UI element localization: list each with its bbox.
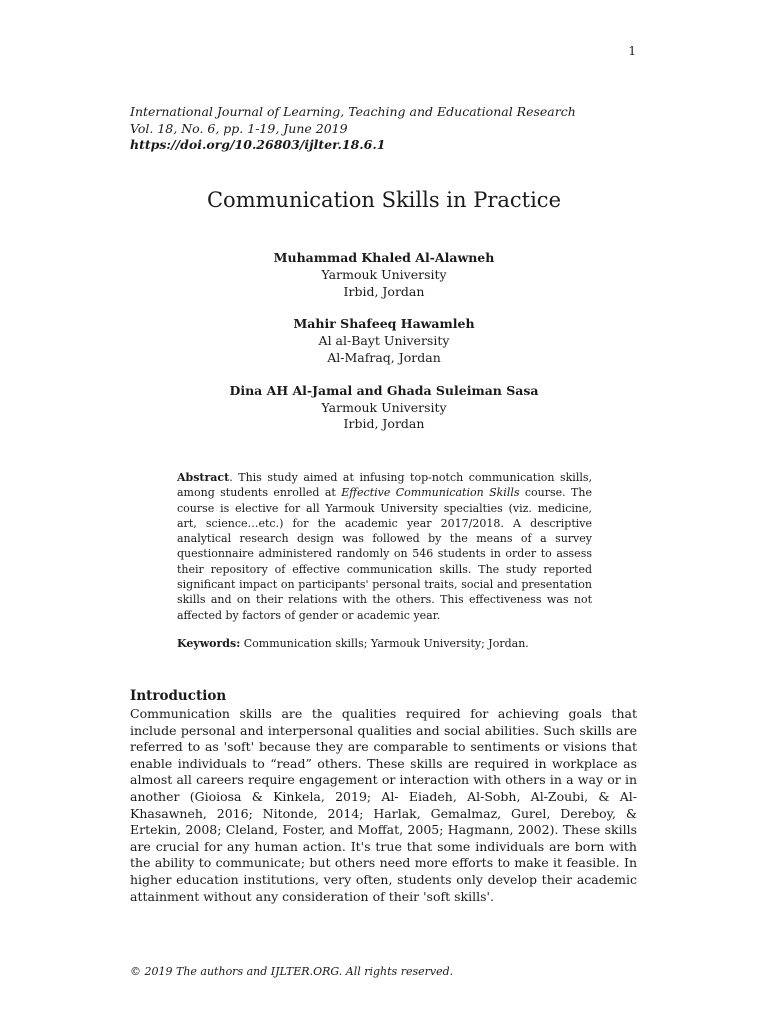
- author-list: [0, 250, 768, 449]
- author-location: Al-Mafraq, Jordan: [327, 349, 441, 365]
- page-number: 1: [628, 44, 636, 58]
- keywords-text: Communication skills; Yarmouk University; Jordan.: [240, 637, 529, 650]
- abstract-label: Abstract: [177, 471, 230, 484]
- author-name: Dina AH Al-Jamal and Ghada Suleiman Sasa: [229, 382, 539, 398]
- abstract-text: . This study aimed at infusing top-notch communication skills, among students enrolled at: [177, 471, 592, 500]
- abstract-course-name: Effective Communication Skills: [341, 486, 520, 500]
- author-affiliation: Yarmouk University: [321, 399, 447, 415]
- keywords-label: Keywords:: [177, 637, 241, 650]
- paper-title: Communication Skills in Practice: [206, 188, 561, 212]
- journal-name: International Journal of Learning, Teaching and Educational Research: [130, 104, 576, 119]
- author-block: [0, 383, 768, 433]
- author-affiliation: Al al-Bayt University: [318, 333, 450, 349]
- abstract: [177, 470, 592, 623]
- author-affiliation: Yarmouk University: [321, 266, 447, 282]
- author-location: Irbid, Jordan: [343, 416, 425, 432]
- author-block: [0, 316, 768, 366]
- author-name: Mahir Shafeeq Hawamleh: [293, 316, 475, 332]
- author-name: Muhammad Khaled Al-Alawneh: [273, 250, 495, 265]
- author-location: Irbid, Jordan: [343, 283, 425, 299]
- journal-header: [130, 104, 576, 154]
- copyright-footer: © 2019 The authors and IJLTER.ORG. All rights reserved.: [130, 965, 454, 978]
- journal-volume: Vol. 18, No. 6, pp. 1-19, June 2019: [130, 120, 348, 136]
- introduction-paragraph: Communication skills are the qualities required for achieving goals that include personal and interpersonal qualities and social abilities. Such skills are referred to as 'soft' because they are comparable to sentiments or visions that enable individuals to “read” others. These skills are required in workplace as almost all careers require engagement or interaction with others in a way or in another (Gioiosa & Kinkela, 2019; Al- Eiadeh, Al-Sobh, Al-Zoubi, & Al-Khasawneh, 2016; Nitonde, 2014; Harlak, Gemalmaz, Gurel, Dereboy, & Ertekin, 2008; Cleland, Foster, and Moffat, 2005; Hagmann, 2002). These skills are crucial for any human action. It's true that some individuals are born with the ability to communicate; but others need more efforts to make it feasible. In higher education institutions, very often, students only develop their academic attainment without any consideration of their 'soft skills'.: [130, 706, 637, 904]
- keywords: [177, 636, 592, 651]
- journal-doi-link[interactable]: https://doi.org/10.26803/ijlter.18.6.1: [130, 137, 386, 152]
- abstract-text-continued: course. The course is elective for all Yarmouk University specialties (viz. medicine, art, science…etc.) for the academic year 2017/2018. A descriptive analytical research design was followed by the means of a survey questionnaire administered randomly on 546 students in order to assess their repository of effective communication skills. The study reported significant impact on participants' personal traits, social and presentation skills and on their relations with the others. This effectiveness was not affected by factors of gender or academic year.: [177, 486, 592, 622]
- section-heading-introduction: Introduction: [130, 688, 227, 704]
- author-block: [0, 250, 768, 300]
